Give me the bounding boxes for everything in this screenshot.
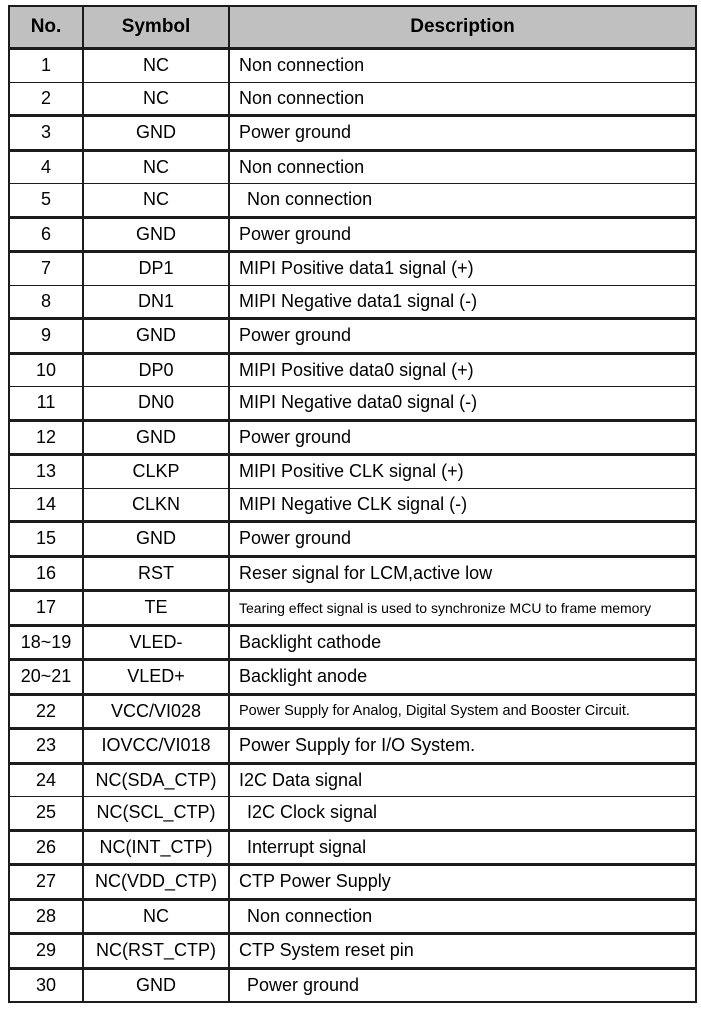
pin-number-cell: 10 <box>9 353 83 387</box>
pin-number-cell: 13 <box>9 455 83 489</box>
table-row <box>9 116 696 151</box>
table-row <box>9 660 696 695</box>
pin-symbol-cell: TE <box>83 591 229 626</box>
table-row <box>9 285 696 319</box>
pin-description-cell: Backlight cathode <box>229 625 696 660</box>
pin-description-cell: Tearing effect signal is used to synchronize MCU to frame memory <box>229 591 696 626</box>
pin-number-cell: 4 <box>9 150 83 184</box>
pin-number-cell: 25 <box>9 797 83 831</box>
pin-number-cell: 6 <box>9 217 83 252</box>
table-row <box>9 49 696 83</box>
table-row <box>9 694 696 729</box>
table-row <box>9 556 696 591</box>
pin-number-cell: 16 <box>9 556 83 591</box>
pin-symbol-cell: VLED- <box>83 625 229 660</box>
table-row <box>9 455 696 489</box>
pin-symbol-cell: GND <box>83 968 229 1002</box>
pin-description-cell: Non connection <box>229 184 696 218</box>
pin-number-cell: 17 <box>9 591 83 626</box>
pin-number-cell: 24 <box>9 763 83 797</box>
pin-symbol-cell: NC(SDA_CTP) <box>83 763 229 797</box>
column-header-symbol: Symbol <box>83 6 229 49</box>
table-header-row <box>9 6 696 49</box>
table-row <box>9 82 696 116</box>
pin-symbol-cell: NC <box>83 184 229 218</box>
pin-symbol-cell: CLKN <box>83 488 229 522</box>
pin-number-cell: 3 <box>9 116 83 151</box>
pin-symbol-cell: VCC/VI028 <box>83 694 229 729</box>
pin-number-cell: 26 <box>9 830 83 865</box>
pin-symbol-cell: DN1 <box>83 285 229 319</box>
pin-number-cell: 12 <box>9 420 83 455</box>
pin-description-cell: Non connection <box>229 82 696 116</box>
pin-description-cell: MIPI Negative data1 signal (-) <box>229 285 696 319</box>
table-row <box>9 420 696 455</box>
table-row <box>9 522 696 557</box>
pin-number-cell: 7 <box>9 252 83 286</box>
table-row <box>9 591 696 626</box>
pin-symbol-cell: NC(INT_CTP) <box>83 830 229 865</box>
pin-symbol-cell: NC <box>83 899 229 934</box>
pin-description-cell: I2C Data signal <box>229 763 696 797</box>
pin-description-cell: MIPI Positive data1 signal (+) <box>229 252 696 286</box>
pin-symbol-cell: NC(RST_CTP) <box>83 934 229 969</box>
pin-symbol-cell: NC <box>83 82 229 116</box>
pin-description-cell: MIPI Negative data0 signal (-) <box>229 387 696 421</box>
pin-symbol-cell: DP0 <box>83 353 229 387</box>
table-row <box>9 353 696 387</box>
pin-description-cell: Power ground <box>229 319 696 354</box>
pin-description-cell: Power ground <box>229 217 696 252</box>
table-row <box>9 488 696 522</box>
pin-description-table <box>8 5 697 1003</box>
pin-description-cell: Power Supply for Analog, Digital System and Booster Circuit. <box>229 694 696 729</box>
pin-number-cell: 2 <box>9 82 83 116</box>
table-row <box>9 184 696 218</box>
pin-number-cell: 30 <box>9 968 83 1002</box>
table-row <box>9 217 696 252</box>
pin-description-cell: Non connection <box>229 49 696 83</box>
pin-description-cell: Power ground <box>229 420 696 455</box>
pin-symbol-cell: GND <box>83 319 229 354</box>
column-header-description: Description <box>229 6 696 49</box>
pin-number-cell: 20~21 <box>9 660 83 695</box>
pin-symbol-cell: NC(SCL_CTP) <box>83 797 229 831</box>
table-row <box>9 387 696 421</box>
column-header-no: No. <box>9 6 83 49</box>
table-row <box>9 763 696 797</box>
table-row <box>9 934 696 969</box>
pin-number-cell: 22 <box>9 694 83 729</box>
table-row <box>9 797 696 831</box>
pin-symbol-cell: GND <box>83 420 229 455</box>
pin-number-cell: 18~19 <box>9 625 83 660</box>
pin-description-cell: I2C Clock signal <box>229 797 696 831</box>
pin-description-cell: Backlight anode <box>229 660 696 695</box>
pin-number-cell: 9 <box>9 319 83 354</box>
pin-symbol-cell: GND <box>83 217 229 252</box>
pin-description-cell: Reser signal for LCM,active low <box>229 556 696 591</box>
pin-description-cell: MIPI Positive data0 signal (+) <box>229 353 696 387</box>
pin-symbol-cell: NC(VDD_CTP) <box>83 865 229 900</box>
pin-number-cell: 15 <box>9 522 83 557</box>
pin-description-cell: Non connection <box>229 899 696 934</box>
table-row <box>9 729 696 764</box>
pin-number-cell: 11 <box>9 387 83 421</box>
pin-number-cell: 5 <box>9 184 83 218</box>
pin-number-cell: 29 <box>9 934 83 969</box>
table-row <box>9 830 696 865</box>
pin-number-cell: 1 <box>9 49 83 83</box>
pin-number-cell: 8 <box>9 285 83 319</box>
table-row <box>9 865 696 900</box>
pin-description-cell: Power ground <box>229 968 696 1002</box>
pin-description-cell: Power ground <box>229 116 696 151</box>
table-row <box>9 968 696 1002</box>
table-row <box>9 319 696 354</box>
pin-symbol-cell: GND <box>83 116 229 151</box>
pin-symbol-cell: NC <box>83 150 229 184</box>
pin-symbol-cell: CLKP <box>83 455 229 489</box>
table-row <box>9 252 696 286</box>
pin-number-cell: 14 <box>9 488 83 522</box>
pin-description-cell: CTP System reset pin <box>229 934 696 969</box>
pin-description-cell: Interrupt signal <box>229 830 696 865</box>
pin-symbol-cell: GND <box>83 522 229 557</box>
table-row <box>9 899 696 934</box>
pin-symbol-cell: DN0 <box>83 387 229 421</box>
table-row <box>9 625 696 660</box>
pin-description-cell: MIPI Negative CLK signal (-) <box>229 488 696 522</box>
pin-symbol-cell: IOVCC/VI018 <box>83 729 229 764</box>
pin-description-cell: MIPI Positive CLK signal (+) <box>229 455 696 489</box>
pin-description-cell: Power ground <box>229 522 696 557</box>
pin-number-cell: 28 <box>9 899 83 934</box>
pin-symbol-cell: VLED+ <box>83 660 229 695</box>
pin-description-cell: Non connection <box>229 150 696 184</box>
pin-symbol-cell: DP1 <box>83 252 229 286</box>
pin-number-cell: 27 <box>9 865 83 900</box>
table-body <box>9 49 696 1003</box>
table-row <box>9 150 696 184</box>
pin-symbol-cell: RST <box>83 556 229 591</box>
pin-description-cell: CTP Power Supply <box>229 865 696 900</box>
pin-description-cell: Power Supply for I/O System. <box>229 729 696 764</box>
pin-symbol-cell: NC <box>83 49 229 83</box>
pin-number-cell: 23 <box>9 729 83 764</box>
